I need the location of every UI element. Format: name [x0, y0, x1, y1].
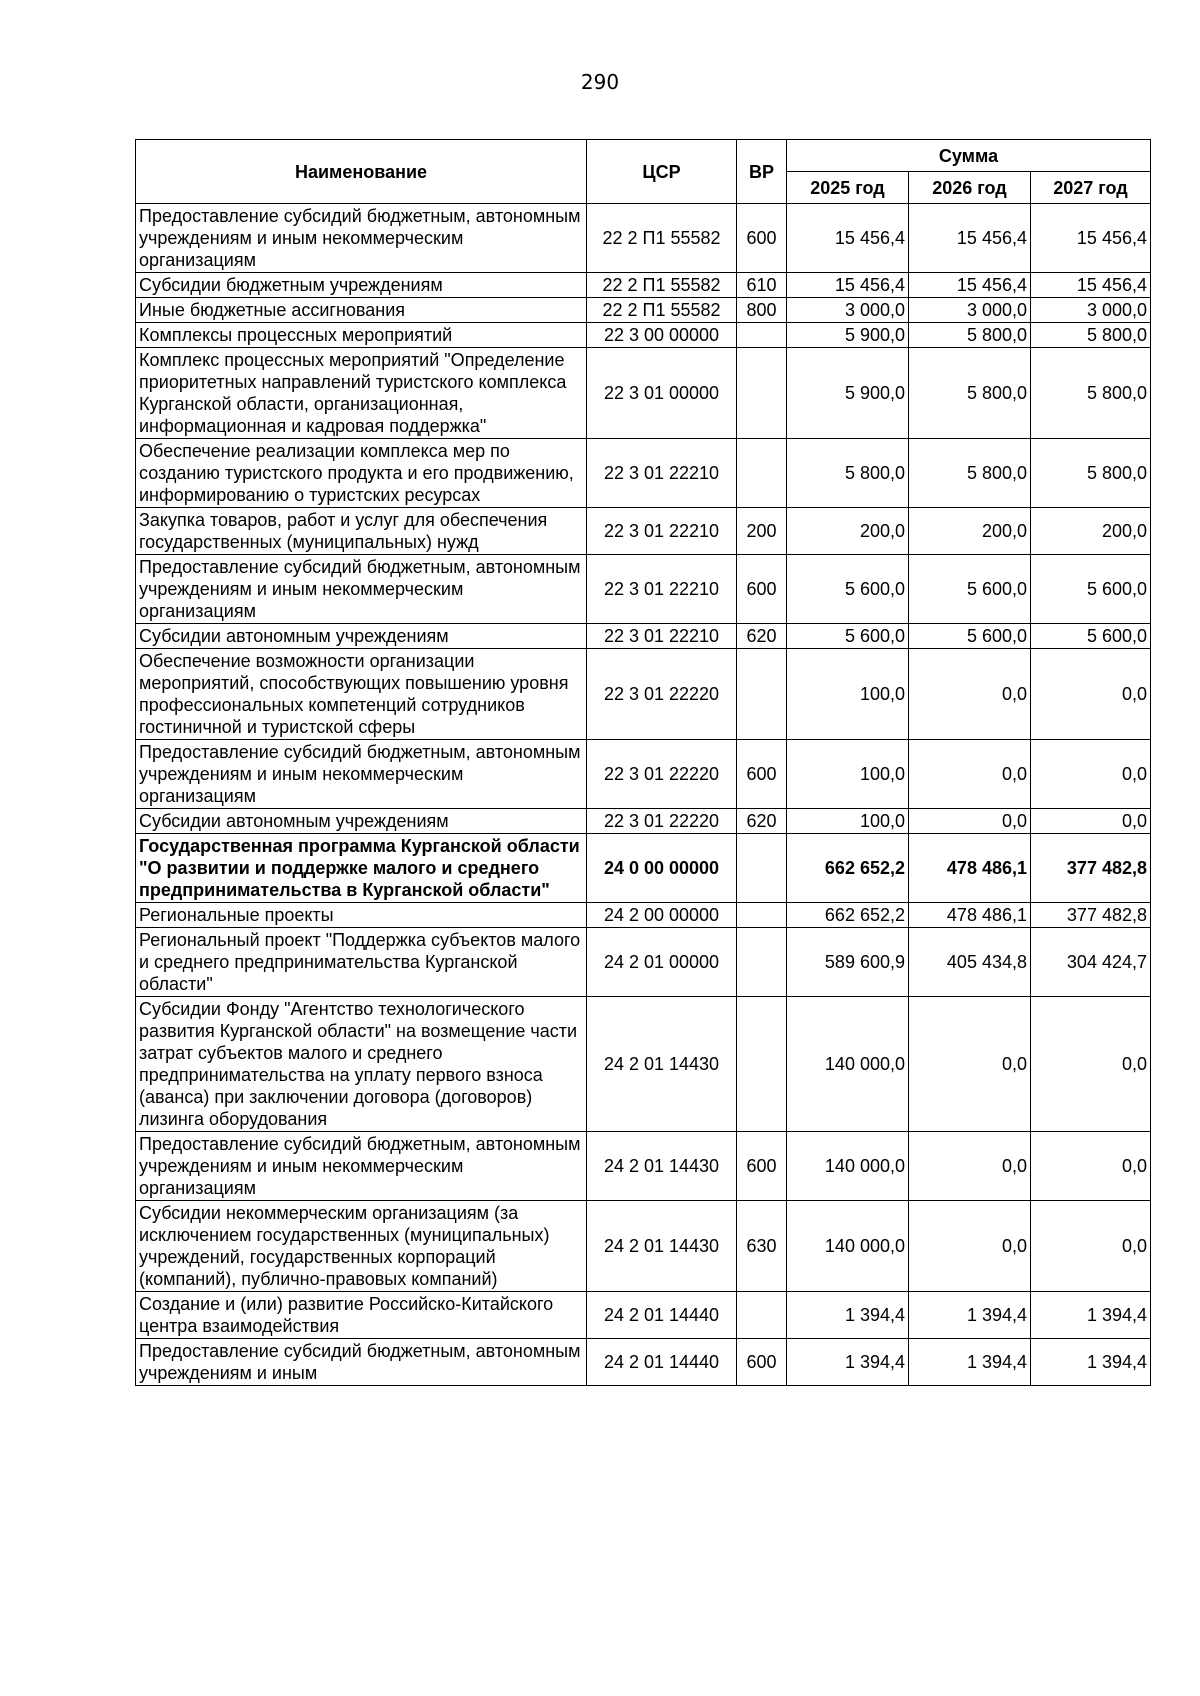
row-vr: 600 — [737, 1132, 787, 1201]
row-csr: 22 3 01 00000 — [587, 348, 737, 439]
header-name: Наименование — [136, 140, 587, 204]
row-sum-2025: 100,0 — [787, 809, 909, 834]
row-csr: 24 2 01 14430 — [587, 1201, 737, 1292]
table-body — [136, 204, 1151, 1386]
row-sum-2027: 5 600,0 — [1031, 555, 1151, 624]
row-sum-2027: 0,0 — [1031, 649, 1151, 740]
row-name: Субсидии Фонду "Агентство технологического развития Курганской области" на возмещение части затрат субъектов малого и среднего предпринимательства на уплату первого взноса (аванса) при заключении договора (договоров) лизинга оборудования — [136, 997, 587, 1132]
row-csr: 22 3 01 22220 — [587, 740, 737, 809]
row-vr — [737, 1292, 787, 1339]
header-year-2025: 2025 год — [787, 172, 909, 204]
row-name: Комплекс процессных мероприятий "Определение приоритетных направлений туристского комплекса Курганской области, организационная, информационная и кадровая поддержка" — [136, 348, 587, 439]
row-csr: 22 3 01 22210 — [587, 508, 737, 555]
row-sum-2026: 5 800,0 — [909, 323, 1031, 348]
row-sum-2027: 0,0 — [1031, 997, 1151, 1132]
row-vr: 620 — [737, 809, 787, 834]
row-name: Субсидии бюджетным учреждениям — [136, 273, 587, 298]
row-name: Субсидии автономным учреждениям — [136, 624, 587, 649]
row-sum-2025: 3 000,0 — [787, 298, 909, 323]
table-row — [136, 1201, 1151, 1292]
row-name: Предоставление субсидий бюджетным, автономным учреждениям и иным некоммерческим организациям — [136, 204, 587, 273]
row-sum-2027: 5 800,0 — [1031, 439, 1151, 508]
row-csr: 24 0 00 00000 — [587, 834, 737, 903]
row-sum-2026: 478 486,1 — [909, 834, 1031, 903]
table-row — [136, 1292, 1151, 1339]
row-vr — [737, 348, 787, 439]
row-csr: 24 2 01 14440 — [587, 1339, 737, 1386]
table-row — [136, 1132, 1151, 1201]
row-name: Предоставление субсидий бюджетным, автономным учреждениям и иным некоммерческим организациям — [136, 740, 587, 809]
row-sum-2025: 100,0 — [787, 649, 909, 740]
row-sum-2027: 200,0 — [1031, 508, 1151, 555]
row-name: Иные бюджетные ассигнования — [136, 298, 587, 323]
row-sum-2027: 0,0 — [1031, 809, 1151, 834]
table-row — [136, 439, 1151, 508]
row-sum-2025: 140 000,0 — [787, 997, 909, 1132]
row-vr: 800 — [737, 298, 787, 323]
row-name: Субсидии некоммерческим организациям (за исключением государственных (муниципальных) учреждений, государственных корпораций (компаний), публично-правовых компаний) — [136, 1201, 587, 1292]
row-vr: 600 — [737, 740, 787, 809]
row-vr — [737, 834, 787, 903]
row-sum-2027: 3 000,0 — [1031, 298, 1151, 323]
row-sum-2026: 200,0 — [909, 508, 1031, 555]
row-sum-2026: 15 456,4 — [909, 204, 1031, 273]
row-sum-2026: 5 600,0 — [909, 624, 1031, 649]
header-year-2026: 2026 год — [909, 172, 1031, 204]
row-sum-2025: 100,0 — [787, 740, 909, 809]
row-sum-2026: 0,0 — [909, 1201, 1031, 1292]
row-vr: 610 — [737, 273, 787, 298]
row-sum-2027: 304 424,7 — [1031, 928, 1151, 997]
table-row — [136, 903, 1151, 928]
row-vr — [737, 323, 787, 348]
table-row — [136, 997, 1151, 1132]
row-sum-2027: 1 394,4 — [1031, 1339, 1151, 1386]
row-name: Закупка товаров, работ и услуг для обеспечения государственных (муниципальных) нужд — [136, 508, 587, 555]
row-sum-2025: 1 394,4 — [787, 1339, 909, 1386]
table-row — [136, 809, 1151, 834]
row-sum-2026: 3 000,0 — [909, 298, 1031, 323]
table-header — [136, 140, 1151, 204]
row-name: Предоставление субсидий бюджетным, автономным учреждениям и иным некоммерческим организациям — [136, 555, 587, 624]
row-name: Предоставление субсидий бюджетным, автономным учреждениям и иным некоммерческим организациям — [136, 1132, 587, 1201]
row-sum-2027: 5 800,0 — [1031, 323, 1151, 348]
row-sum-2027: 5 600,0 — [1031, 624, 1151, 649]
table-row — [136, 834, 1151, 903]
row-name: Региональный проект "Поддержка субъектов малого и среднего предпринимательства Курганской области" — [136, 928, 587, 997]
row-sum-2026: 15 456,4 — [909, 273, 1031, 298]
row-csr: 22 2 П1 55582 — [587, 298, 737, 323]
row-csr: 22 3 01 22220 — [587, 809, 737, 834]
header-sum: Сумма — [787, 140, 1151, 172]
row-vr: 600 — [737, 555, 787, 624]
row-sum-2025: 200,0 — [787, 508, 909, 555]
row-csr: 24 2 01 14430 — [587, 1132, 737, 1201]
row-sum-2027: 15 456,4 — [1031, 204, 1151, 273]
row-sum-2025: 5 600,0 — [787, 555, 909, 624]
row-vr — [737, 928, 787, 997]
row-vr — [737, 439, 787, 508]
header-vr: ВР — [737, 140, 787, 204]
row-name: Обеспечение возможности организации мероприятий, способствующих повышению уровня профессиональных компетенций сотрудников гостиничной и туристской сферы — [136, 649, 587, 740]
table-row — [136, 508, 1151, 555]
row-sum-2026: 0,0 — [909, 809, 1031, 834]
row-csr: 24 2 00 00000 — [587, 903, 737, 928]
row-sum-2025: 5 600,0 — [787, 624, 909, 649]
row-sum-2025: 5 800,0 — [787, 439, 909, 508]
row-sum-2025: 140 000,0 — [787, 1201, 909, 1292]
row-sum-2026: 0,0 — [909, 649, 1031, 740]
row-csr: 22 3 01 22210 — [587, 439, 737, 508]
row-csr: 22 2 П1 55582 — [587, 273, 737, 298]
table-row — [136, 323, 1151, 348]
row-csr: 24 2 01 00000 — [587, 928, 737, 997]
row-csr: 22 3 01 22220 — [587, 649, 737, 740]
header-year-2027: 2027 год — [1031, 172, 1151, 204]
table-row — [136, 273, 1151, 298]
row-sum-2025: 140 000,0 — [787, 1132, 909, 1201]
row-sum-2027: 15 456,4 — [1031, 273, 1151, 298]
table-row — [136, 928, 1151, 997]
row-csr: 22 3 01 22210 — [587, 555, 737, 624]
row-sum-2027: 0,0 — [1031, 1201, 1151, 1292]
row-name: Субсидии автономным учреждениям — [136, 809, 587, 834]
row-sum-2026: 5 800,0 — [909, 439, 1031, 508]
row-sum-2027: 377 482,8 — [1031, 903, 1151, 928]
table-row — [136, 649, 1151, 740]
row-vr — [737, 903, 787, 928]
row-csr: 24 2 01 14440 — [587, 1292, 737, 1339]
row-csr: 22 3 01 22210 — [587, 624, 737, 649]
budget-table — [135, 139, 1151, 1386]
row-sum-2027: 5 800,0 — [1031, 348, 1151, 439]
row-name: Комплексы процессных мероприятий — [136, 323, 587, 348]
row-vr: 620 — [737, 624, 787, 649]
row-sum-2026: 1 394,4 — [909, 1292, 1031, 1339]
row-sum-2027: 1 394,4 — [1031, 1292, 1151, 1339]
row-sum-2027: 377 482,8 — [1031, 834, 1151, 903]
row-vr: 600 — [737, 1339, 787, 1386]
row-csr: 22 2 П1 55582 — [587, 204, 737, 273]
table-row — [136, 740, 1151, 809]
row-vr: 630 — [737, 1201, 787, 1292]
row-name: Обеспечение реализации комплекса мер по созданию туристского продукта и его продвижению, информированию о туристских ресурсах — [136, 439, 587, 508]
row-sum-2026: 0,0 — [909, 997, 1031, 1132]
table-row — [136, 624, 1151, 649]
row-sum-2025: 589 600,9 — [787, 928, 909, 997]
row-sum-2026: 0,0 — [909, 1132, 1031, 1201]
row-vr — [737, 997, 787, 1132]
row-sum-2027: 0,0 — [1031, 740, 1151, 809]
row-sum-2025: 1 394,4 — [787, 1292, 909, 1339]
row-sum-2027: 0,0 — [1031, 1132, 1151, 1201]
table-row — [136, 555, 1151, 624]
row-name: Предоставление субсидий бюджетным, автономным учреждениям и иным — [136, 1339, 587, 1386]
table-row — [136, 298, 1151, 323]
page-number: 290 — [580, 70, 620, 94]
row-name: Государственная программа Курганской области "О развитии и поддержке малого и среднего предпринимательства в Курганской области" — [136, 834, 587, 903]
row-sum-2026: 0,0 — [909, 740, 1031, 809]
header-csr: ЦСР — [587, 140, 737, 204]
row-sum-2025: 662 652,2 — [787, 834, 909, 903]
row-sum-2026: 478 486,1 — [909, 903, 1031, 928]
table-row — [136, 1339, 1151, 1386]
row-vr — [737, 649, 787, 740]
row-csr: 22 3 00 00000 — [587, 323, 737, 348]
row-sum-2025: 15 456,4 — [787, 204, 909, 273]
row-sum-2026: 1 394,4 — [909, 1339, 1031, 1386]
row-csr: 24 2 01 14430 — [587, 997, 737, 1132]
row-name: Создание и (или) развитие Российско-Китайского центра взаимодействия — [136, 1292, 587, 1339]
row-sum-2026: 405 434,8 — [909, 928, 1031, 997]
row-sum-2026: 5 800,0 — [909, 348, 1031, 439]
table-row — [136, 348, 1151, 439]
table-row — [136, 204, 1151, 273]
row-sum-2025: 5 900,0 — [787, 323, 909, 348]
row-sum-2026: 5 600,0 — [909, 555, 1031, 624]
row-sum-2025: 662 652,2 — [787, 903, 909, 928]
row-vr: 200 — [737, 508, 787, 555]
row-sum-2025: 15 456,4 — [787, 273, 909, 298]
row-sum-2025: 5 900,0 — [787, 348, 909, 439]
row-name: Региональные проекты — [136, 903, 587, 928]
row-vr: 600 — [737, 204, 787, 273]
